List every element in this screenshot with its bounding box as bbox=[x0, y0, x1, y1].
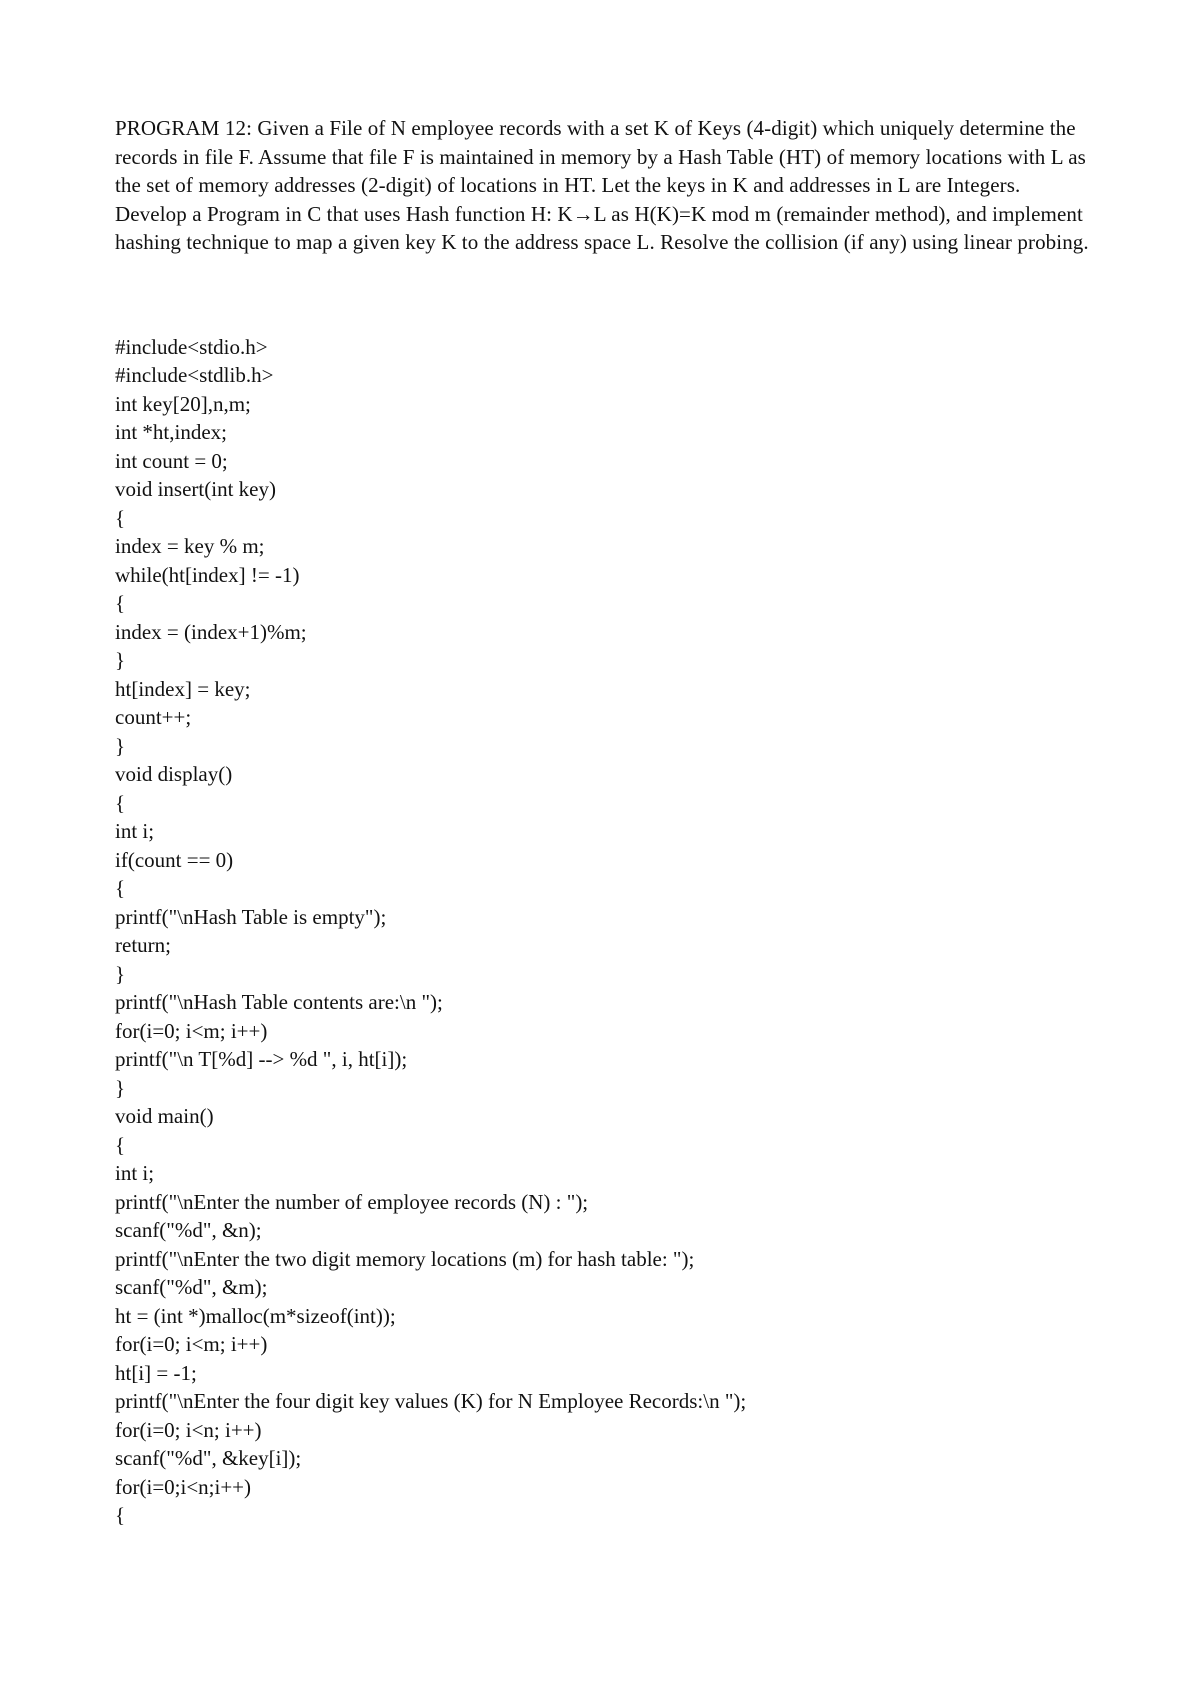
code-line: count++; bbox=[115, 705, 192, 729]
program-description bbox=[115, 114, 1100, 257]
code-line: printf("\nEnter the two digit memory locations (m) for hash table: "); bbox=[115, 1246, 695, 1271]
code-line: { bbox=[115, 790, 126, 815]
code-line: if(count == 0) bbox=[115, 847, 234, 872]
code-line: { bbox=[115, 1503, 126, 1527]
code-line: index = (index+1)%m; bbox=[115, 619, 307, 644]
code-line: #include<stdlib.h> bbox=[115, 363, 274, 387]
code-line: void insert(int key) bbox=[115, 477, 276, 501]
code-line: #include<stdio.h> bbox=[115, 334, 268, 359]
code-line: } bbox=[115, 733, 126, 758]
code-line: return; bbox=[115, 933, 171, 957]
code-line: int count = 0; bbox=[115, 448, 228, 473]
code-line: { bbox=[115, 876, 126, 900]
code-line: void display() bbox=[115, 762, 233, 786]
code-line: printf("\nEnter the number of employee records (N) : "); bbox=[115, 1189, 589, 1214]
problem-statement-paragraph: PROGRAM 12: Given a File of N employee records with a set K of Keys (4-digit) which uniquely determine the records in file F. Assume that file F is maintained in memory by a Hash Table (HT) of memory locations with L as the set of memory addresses (2-digit) of locations in HT. Let the keys in K and addresses in L are Integers. bbox=[115, 116, 1086, 197]
code-line: int key[20],n,m; bbox=[115, 391, 251, 416]
code-line: int *ht,index; bbox=[115, 420, 227, 444]
code-line: } bbox=[115, 1075, 126, 1100]
code-line: while(ht[index] != -1) bbox=[115, 562, 300, 587]
code-line: scanf("%d", &n); bbox=[115, 1218, 262, 1242]
code-line: index = key % m; bbox=[115, 534, 265, 558]
code-line: int i; bbox=[115, 1161, 155, 1185]
code-line: for(i=0;i<n;i++) bbox=[115, 1474, 252, 1499]
code-line: } bbox=[115, 961, 126, 986]
code-line: ht[i] = -1; bbox=[115, 1360, 197, 1385]
code-line: printf("\nHash Table contents are:\n "); bbox=[115, 990, 443, 1014]
code-line: scanf("%d", &m); bbox=[115, 1275, 268, 1299]
code-line: scanf("%d", &key[i]); bbox=[115, 1446, 302, 1470]
code-line: for(i=0; i<m; i++) bbox=[115, 1018, 268, 1043]
code-line: { bbox=[115, 505, 126, 530]
code-listing bbox=[115, 333, 1100, 1530]
code-line: void main() bbox=[115, 1104, 214, 1128]
code-line: printf("\n T[%d] --> %d ", i, ht[i]); bbox=[115, 1047, 408, 1071]
code-line: { bbox=[115, 1132, 126, 1157]
code-line: } bbox=[115, 648, 126, 672]
code-line: { bbox=[115, 591, 126, 615]
code-line: printf("\nEnter the four digit key values (K) for N Employee Records:\n "); bbox=[115, 1389, 747, 1413]
code-line: for(i=0; i<n; i++) bbox=[115, 1417, 262, 1442]
code-line: ht[index] = key; bbox=[115, 676, 251, 701]
document-content bbox=[115, 114, 1100, 1530]
task-statement-paragraph: Develop a Program in C that uses Hash function H: K→L as H(K)=K mod m (remainder method), and implement hashing technique to map a given key K to the address space L. Resolve the collision (if any) using linear probing. bbox=[115, 201, 1089, 254]
code-line: int i; bbox=[115, 819, 155, 843]
code-line: for(i=0; i<m; i++) bbox=[115, 1332, 268, 1356]
code-line: ht = (int *)malloc(m*sizeof(int)); bbox=[115, 1303, 396, 1328]
code-line: printf("\nHash Table is empty"); bbox=[115, 904, 387, 929]
